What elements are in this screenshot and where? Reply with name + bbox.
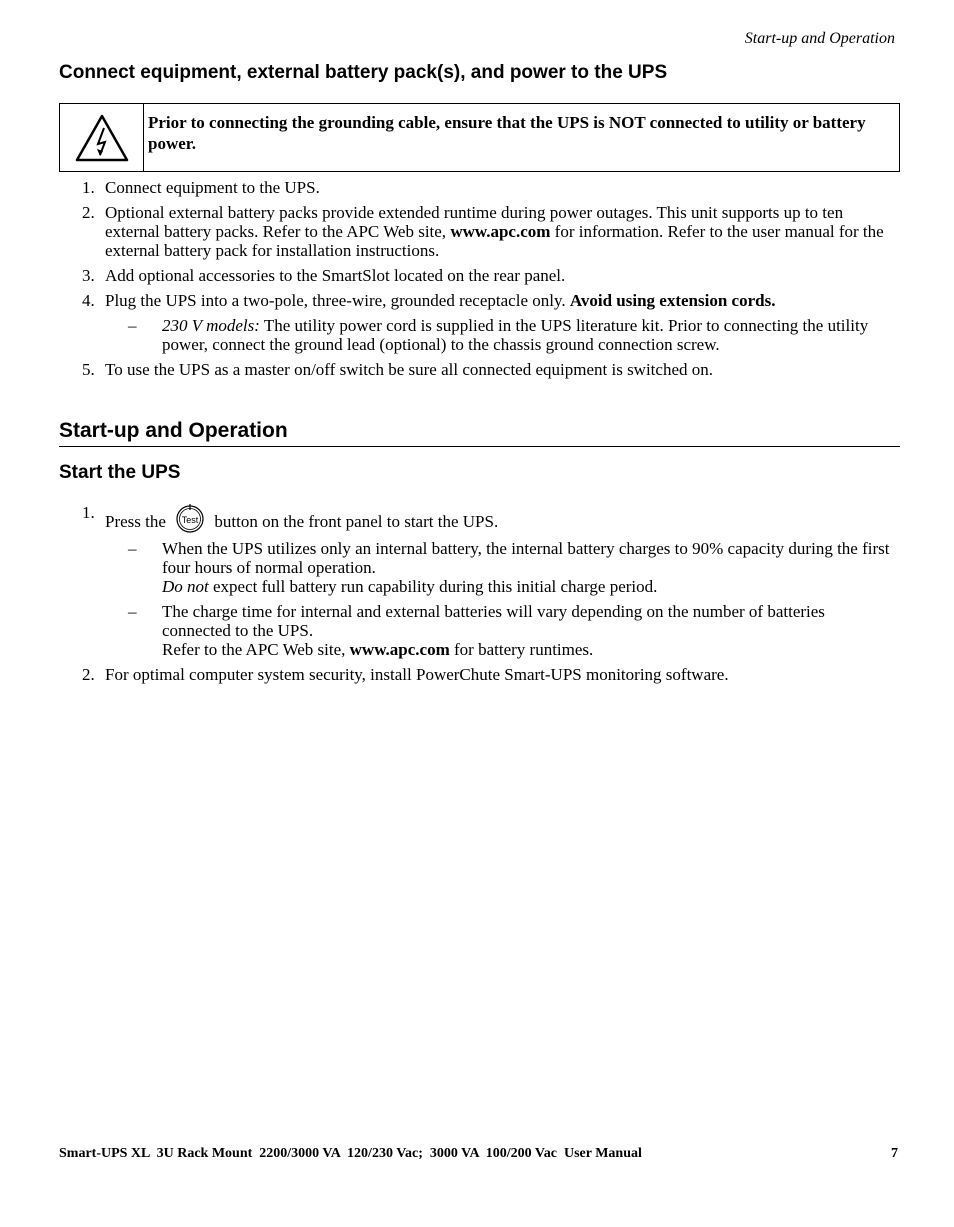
list-item: 2. Optional external battery packs provide extended runtime during power outages. This unit supports up to ten external battery packs. Refer to the APC Web site, www.apc.com for information. Refer to the user manual for the external battery pack for installation instructions. [82, 203, 884, 260]
warning-icon-cell [60, 104, 144, 171]
list-item: 3. Add optional accessories to the SmartSlot located on the rear panel. [82, 266, 566, 285]
section-title-connect: Connect equipment, external battery pack(s), and power to the UPS [59, 62, 668, 83]
sub-item: – When the UPS utilizes only an internal battery, the internal battery charges to 90% capacity during the first four hours of normal operation. Do not expect full battery run capability during this initial charge period. [128, 539, 890, 596]
running-header: Start-up and Operation [744, 30, 895, 47]
test-button-icon [174, 503, 206, 533]
electrical-hazard-icon [75, 114, 129, 162]
apc-website-link: www.apc.com [349, 640, 450, 659]
start-steps-list [0, 503, 954, 690]
warning-text: Prior to connecting the grounding cable, ensure that the UPS is NOT connected to utility or battery power. [148, 113, 866, 153]
footer-title: Smart-UPS XL 3U Rack Mount 2200/3000 VA 120/230 Vac; 3000 VA 100/200 Vac User Manual [59, 1146, 642, 1161]
list-item: 5. To use the UPS as a master on/off switch be sure all connected equipment is switched on. [82, 360, 713, 379]
section-title-startup: Start-up and Operation [59, 419, 288, 442]
subsection-title-start-ups: Start the UPS [59, 462, 181, 483]
list-item: 1. Connect equipment to the UPS. [82, 178, 320, 197]
sub-item: – 230 V models: The utility power cord is supplied in the UPS literature kit. Prior to connecting the utility power, connect the ground lead (optional) to the chassis ground connection screw. [128, 316, 869, 354]
list-item: 2. For optimal computer system security, install PowerChute Smart-UPS monitoring software. [82, 665, 729, 684]
page-number: 7 [891, 1146, 898, 1161]
list-item: 4. Plug the UPS into a two-pole, three-wire, grounded receptacle only. Avoid using extension cords. [82, 291, 776, 310]
test-button-label: Test [181, 515, 199, 525]
warning-box [59, 103, 900, 172]
list-item: 1. Press the Test button on the front panel to start the UPS. [82, 503, 499, 531]
connect-steps-list [0, 178, 954, 385]
section-divider [59, 446, 900, 447]
page-footer [59, 1146, 898, 1162]
apc-website-link: www.apc.com [450, 222, 551, 241]
sub-item: – The charge time for internal and external batteries will vary depending on the number of batteries connected to the UPS. Refer to the APC Web site, www.apc.com for battery runtimes. [128, 602, 825, 659]
